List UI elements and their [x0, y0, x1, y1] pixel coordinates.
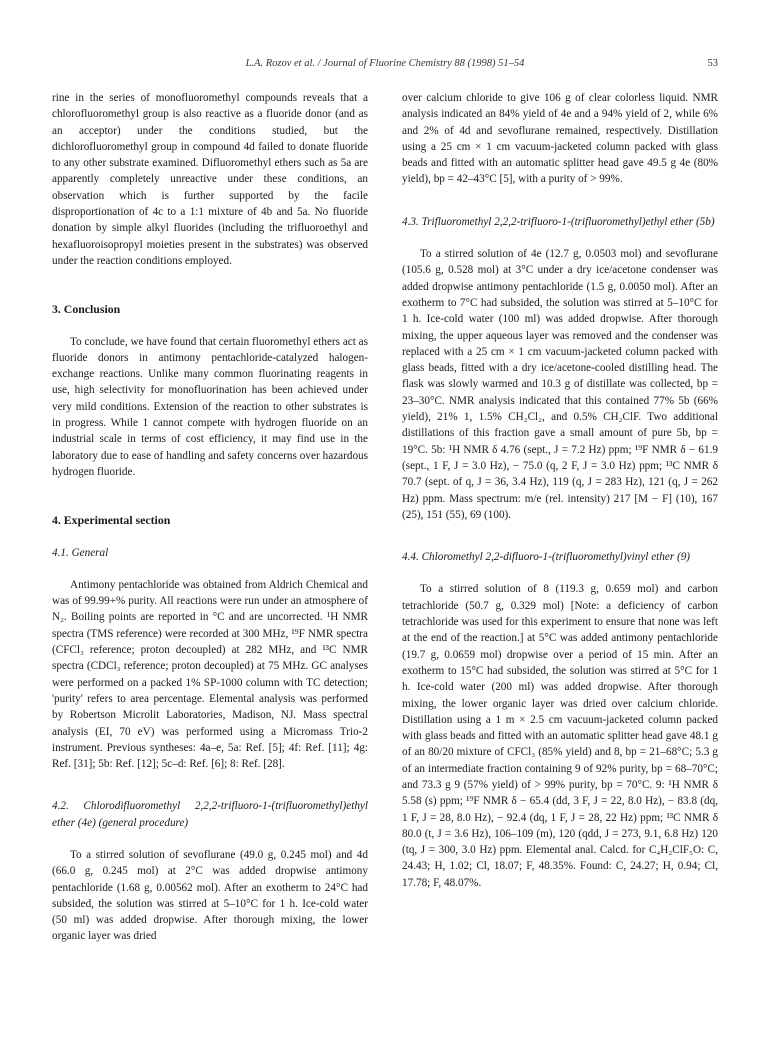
right-column: [402, 90, 718, 891]
paragraph-section-4-3: To a stirred solution of 4e (12.7 g, 0.0503 mol) and sevoflurane (105.6 g, 0.528 mol) at 3°C under a dry ice/acetone condenser was added dropwise antimony pentachloride (1.5 g, 0.0050 mol). After an exotherm to 7°C had subsided, the solution was stirred at 5–10°C for 1 h. Ice-cold water (100 ml) was added dropwise. After thorough mixing, the upper aqueous layer was removed and the condenser was replaced with a 25 cm × 1 cm vacuum-jacketed column packed with glass beads, fitted with a dry ice/acetone-cooled distilling head. The flask was slowly warmed and 10.3 g of distillate was collected, bp = 23–30°C. NMR analysis indicated that this contained 77% 5b (66% yield), 21% 1, 1.5% CH₂Cl₂, and 0.5% CH₂ClF. Two additional distillations of this fraction gave a small amount of pure 5b, bp = 19°C. 5b: ¹H NMR δ 4.76 (sept., J = 7.2 Hz) ppm; ¹⁹F NMR δ − 61.9 (sept., 1 F, J = 3.0 Hz), − 75.0 (q, 2 F, J = 3.0 Hz) ppm; ¹³C NMR δ 70.7 (sept. of q, J = 36, 3.4 Hz), 119 (q, J = 283 Hz), 121 (q, J = 262 Hz) ppm. Mass spectrum: m/e (rel. intensity) 217 [M − F] (10), 167 (25), 151 (55), 69 (100).: [402, 248, 718, 521]
heading-section-4-2: 4.2. Chlorodifluoromethyl 2,2,2-trifluoro-1-(trifluoromethyl)ethyl ether (4e) (general procedure): [52, 800, 368, 829]
heading-experimental: 4. Experimental section: [52, 513, 171, 528]
paragraph-4-2-continued: over calcium chloride to give 106 g of clear colorless liquid. NMR analysis indicated an 84% yield of 4e and a 94% yield of 2, while 6% and 2% of 4d and sevoflurane remained, respectively. Distillation using a 25 cm × 1 cm vacuum-jacketed column packed with glass beads and fitted with an automatic splitter head gave 49.5 g 4e (80% yield), bp = 42–43°C [5], with a purity of > 99%.: [402, 92, 718, 186]
page-header: [52, 58, 718, 76]
heading-conclusion: 3. Conclusion: [52, 302, 121, 317]
running-head: L.A. Rozov et al. / Journal of Fluorine Chemistry 88 (1998) 51–54: [245, 58, 525, 69]
paragraph-section-4-4: To a stirred solution of 8 (119.3 g, 0.659 mol) and carbon tetrachloride (50.7 g, 0.329 mol) [Note: a deficiency of carbon tetrachloride was used for this experiment to ensure that none was left at the end of the reaction.] at 5°C was added antimony pentachloride (19.7 g, 0.0659 mol) dropwise over a period of 15 min. After an exotherm to 15°C had subsided, the solution was stirred at 5°C for 1 h. Ice-cold water (200 ml) was added dropwise. After thorough mixing, the lower organic layer was dried over calcium chloride. Distillation using a 1 m × 2.5 cm vacuum-jacketed column packed with glass beads and fitted with an automatic splitter head gave 48.1 g of an 80/20 mixture of CFCl₃ (85% yield) and 8, bp = 21–68°C; 5.3 g of an intermediate fraction containing 9 of 92% purity, bp = 68–70°C; and 73.3 g 9 (57% yield) of > 99% purity, bp = 70°C. 9: ¹H NMR δ 5.58 (s) ppm; ¹⁹F NMR δ − 65.4 (dd, 3 F, J = 22, 8.0 Hz), − 83.8 (dq, 1 F, J = 28, 8.0 Hz), − 92.4 (dq, 1 F, J = 28, 22 Hz) ppm; ¹³C NMR δ 80.0 (t, J = 3.6 Hz), 106–109 (m), 120 (qdd, J = 273, 9.1, 6.8 Hz) 120 (tq, J = 300, 3.0 Hz) ppm. Elemental anal. Calcd. for C₄H₂ClF₅O: C, 24.43; H, 1.02; Cl, 18.07; F, 48.35%. Found: C, 24.27; H, 0.94; Cl, 17.78; F, 48.07%.: [402, 583, 718, 889]
heading-section-4-4: 4.4. Chloromethyl 2,2-difluoro-1-(trifluoromethyl)vinyl ether (9): [402, 551, 691, 564]
paragraph-general: Antimony pentachloride was obtained from Aldrich Chemical and was of 99.99+% purity. All reactions were run under an atmosphere of N₂. Boiling points are reported in °C and are uncorrected. ¹H NMR spectra (TMS reference) were recorded at 300 MHz, ¹⁹F NMR spectra (CFCl₃ reference; proton decoupled) at 282 MHz, and ¹³C NMR spectra (CDCl₃ reference; proton decoupled) at 75 MHz. GC analyses were performed on a packed 1% SP-1000 column with TC detection; 'purity' refers to area percentage. Elemental analysis was performed by Robertson Microlit Laboratories, Madison, NJ. Mass spectral analysis (EI, 70 eV) was performed using a Micromass Trio-2 instrument. Previous syntheses: 4a–e, 5a: Ref. [5]; 4f: Ref. [11]; 4g: Ref. [31]; 5b: Ref. [12]; 5c–d: Ref. [6]; 8: Ref. [28].: [52, 578, 368, 771]
heading-section-4-3: 4.3. Trifluoromethyl 2,2,2-trifluoro-1-(trifluoromethyl)ethyl ether (5b): [402, 215, 715, 228]
left-column: [52, 90, 368, 945]
page-number: 53: [707, 58, 718, 69]
heading-general: 4.1. General: [52, 546, 109, 559]
paragraph-discussion-continued: rine in the series of monofluoromethyl compounds reveals that a chlorofluoromethyl group is also reactive as a fluoride donor (and as an acceptor) under the conditions studied, but the dichlorofluoromethyl group in compound 4d failed to donate fluoride to any other substrate examined. Difluoromethyl ethers such as 5a are apparently completely unreactive under these conditions, an observation which is further supported by the facile disproportionation of 4c to a 1:1 mixture of 4b and 5a. No fluoride donation by simple alkyl fluorides (including the trifluoroethyl and hexafluoroisopropyl moieties present in the substrates) was observed under the reaction conditions employed.: [52, 92, 368, 267]
paragraph-conclusion: To conclude, we have found that certain fluoromethyl ethers act as fluoride donors in antimony pentachloride-catalyzed halogen-exchange reactions. Unlike many common fluorinating reagents in use, high selectivity for monofluorination has been achieved under very mild conditions. Extension of the reaction to other substrates is in progress. While 1 cannot compete with hydrogen fluoride on an industrial scale in terms of cost efficiency, it may find use in the laboratory due to ease of handling and safety concerns over hazardous hydrogen fluoride.: [52, 335, 368, 478]
paragraph-section-4-2: To a stirred solution of sevoflurane (49.0 g, 0.245 mol) and 4d (66.0 g, 0.245 mol) at 2°C was added dropwise antimony pentachloride (1.68 g, 0.00562 mol). After an exotherm to 24°C had subsided, the solution was stirred at 5–10°C for 1 h. Ice-cold water (50 ml) was added dropwise. After thorough mixing, the lower organic layer was dried: [52, 848, 368, 943]
